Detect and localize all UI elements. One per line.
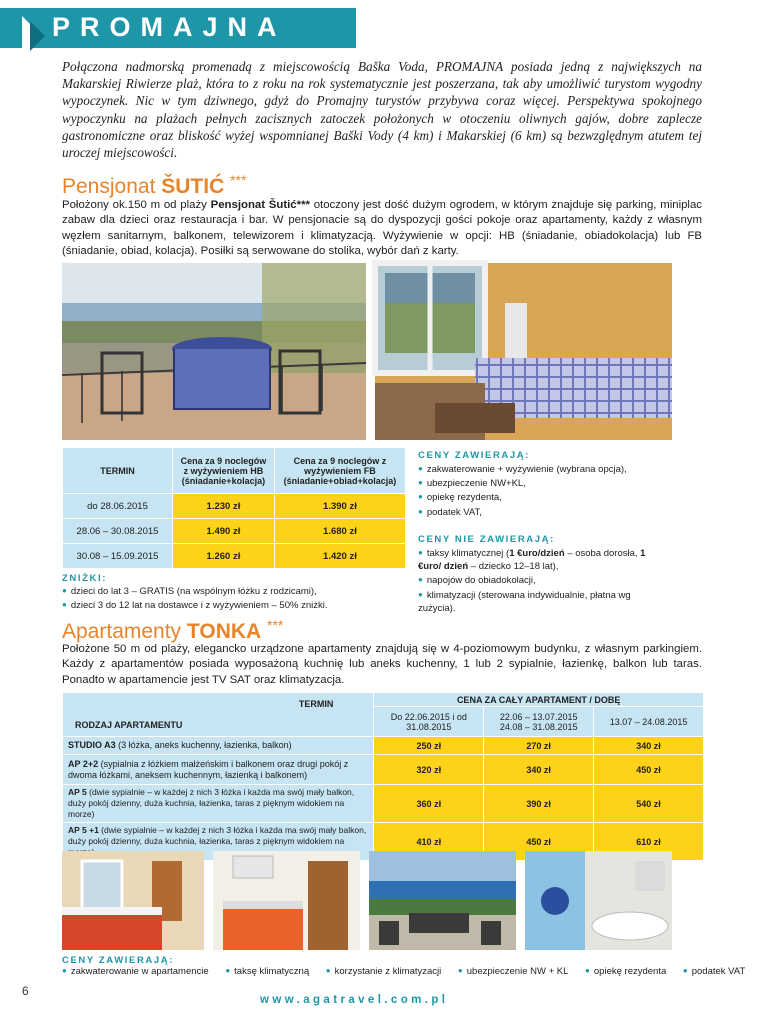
tonka-head-price: CENA ZA CAŁY APARTAMENT / DOBĘ	[374, 693, 704, 707]
sutic-bedroom-photo	[375, 263, 672, 440]
tonka-heading-light: Apartamenty	[62, 620, 187, 643]
page-number: 6	[22, 984, 29, 998]
intro-text: Połączona nadmorską promenadą z miejscowością Baška Voda, PROMAJNA posiada jedną z największych na Makarskiej Riwierze plaż, która to z roku na rok systematycznie jest poszerzana, tak aby umożliwić turystom wygodny wypoczynek. Nic w tym dziwnego, gdyż do Promajny turystów przybywa coraz więcej. Perspektywa spokojnego wypoczynku na plażach pełnych zacisznych zatoczek położonych w otoczeniu oliwnych gajów, dobre zaplecze gastronomiczne oraz bliskość wyżej wspomnianej Baški Vody (4 km) i Makarskiej (6 km) są bezwzględnym atutem tej uroczej miejscowości.	[62, 59, 702, 161]
tonka-stars: ***	[267, 617, 284, 633]
tonka-head-corner	[63, 693, 374, 737]
tonka-bathroom-photo	[525, 851, 672, 950]
list-item: ● korzystanie z klimatyzacji	[326, 966, 441, 977]
tonka-description: Położone 50 m od plaży, elegancko urządzone apartamenty znajdują się w 4-poziomowym budynku, z własnym parkingiem. Każdy z apartamentów posiada wyposażoną kuchnię lub aneks kuchenny, 1 lub 2 sypialnie, łazienkę, balkon lub taras. Ponadto w apartamencie jest TV SAT oraz klimatyzacja.	[62, 643, 702, 686]
tonka-bedroom-photo	[62, 851, 204, 950]
list-item: ● taksę klimatyczną	[225, 966, 309, 977]
sutic-includes-list	[418, 462, 627, 519]
tonka-includes-title: CENY ZAWIERAJĄ:	[62, 955, 174, 966]
sutic-col-hb: Cena za 9 noclegów z wyżywieniem HB (śniadanie+kolacja)	[173, 448, 275, 494]
tonka-includes-list	[62, 966, 746, 977]
list-item: ● zakwaterowanie + wyżywienie (wybrana opcja),	[418, 462, 627, 476]
list-item: ● ubezpieczenie NW + KL	[458, 966, 569, 977]
list-item: ● dzieci do lat 3 – GRATIS (na wspólnym łóżku z rodzicami),	[62, 584, 327, 598]
list-item: ● zakwaterowanie w apartamencie	[62, 966, 209, 977]
discounts-title: ZNIŻKI:	[62, 573, 107, 584]
sutic-balcony-photo	[62, 263, 366, 440]
table-row: 30.08 – 15.09.2015 1.260 zł 1.420 zł	[63, 544, 406, 569]
footer-url[interactable]: www.agatravel.com.pl	[260, 994, 449, 1006]
table-row: 28.06 – 30.08.2015 1.490 zł 1.680 zł	[63, 519, 406, 544]
discounts-list	[62, 584, 327, 612]
list-item: ● taksy klimatycznej (1 €uro/dzień – osoba dorosła, 1 €uro/ dzień – dziecko 12–18 lat),	[418, 546, 668, 573]
page-title: PROMAJNA	[52, 12, 287, 42]
list-item: ● opiekę rezydenta,	[418, 490, 627, 504]
list-item: ● ubezpieczenie NW+KL,	[418, 476, 627, 490]
table-row: do 28.06.2015 1.230 zł 1.390 zł	[63, 494, 406, 519]
sutic-description: Położony ok.150 m od plaży Pensjonat Šutić*** otoczony jest dość dużym ogrodem, w którym znajduje się parking, miniplac zabaw dla dzieci oraz restauracja i bar. W pensjonacie są do dyspozycji gości pokoje oraz apartamenty, każdy z własnym węzłem sanitarnym, balkonem, telewizorem i klimatyzacją. Wyżywienie w opcji: HB (śniadanie, obiadokolacja) lub FB (śniadanie, obiad, kolacja). Posiłki są serwowane do stolika, wybór dań z karty.	[62, 199, 702, 257]
sutic-heading	[62, 172, 246, 199]
sutic-stars: ***	[230, 172, 247, 188]
tonka-kitchen-photo	[213, 851, 360, 950]
tonka-terrace-photo	[369, 851, 516, 950]
sutic-price-table	[62, 447, 406, 569]
header-banner	[0, 8, 356, 48]
table-row: AP 5 +1 (dwie sypialnie – w każdej z nich 3 łóżka i każda ma swój mały balkon, duży pokój dzienny, duża kuchnia, łazienka, taras z pięknym widokiem na 410 zł 450 zł 610 zł	[63, 823, 704, 861]
sutic-excludes-list	[418, 546, 668, 615]
list-item: ● opiekę rezydenta	[585, 966, 666, 977]
tonka-heading	[62, 617, 283, 644]
tonka-period-3: 13.07 – 24.08.2015	[594, 707, 704, 737]
list-item: ● klimatyzacji (sterowana indywidualnie, płatna wg zużycia).	[418, 588, 668, 615]
tonka-period-2: 22.06 – 13.07.2015 24.08 – 31.08.2015	[484, 707, 594, 737]
tonka-head-type: RODZAJ APARTAMENTU	[75, 720, 183, 730]
table-row: AP 5 (dwie sypialnie – w każdej z nich 3 łóżka i każda ma swój mały balkon, duży pokój dzienny, duża kuchnia, łazienka, taras z pięknym widokiem na morze) 360 zł 390 zł 540 zł	[63, 785, 704, 823]
tonka-period-1: Do 22.06.2015 i od 31.08.2015	[374, 707, 484, 737]
sutic-heading-bold: ŠUTIĆ	[161, 175, 225, 198]
table-row: AP 2+2 (sypialnia z łóżkiem małżeńskim i balkonem oraz drugi pokój z dwoma łóżkami, aneksem kuchennym, łazienką i balkonem) 320 zł 340 zł 450 zł	[63, 755, 704, 785]
sutic-heading-light: Pensjonat	[62, 175, 162, 198]
sutic-col-term: TERMIN	[63, 448, 173, 494]
table-row: STUDIO A3 (3 łóżka, aneks kuchenny, łazienka, balkon) 250 zł 270 zł 340 zł	[63, 737, 704, 755]
list-item: ● napojów do obiadokolacji,	[418, 573, 668, 587]
arrow-inner-icon	[30, 21, 45, 51]
sutic-includes-title: CENY ZAWIERAJĄ:	[418, 450, 530, 461]
list-item: ● dzieci 3 do 12 lat na dostawce i z wyżywieniem – 50% zniżki.	[62, 598, 327, 612]
tonka-price-table	[62, 692, 704, 861]
sutic-col-fb: Cena za 9 noclegów z wyżywieniem FB (śniadanie+obiad+kolacja)	[274, 448, 405, 494]
tonka-heading-bold: TONKA	[186, 620, 262, 643]
sutic-excludes-title: CENY NIE ZAWIERAJĄ:	[418, 534, 555, 545]
list-item: ● podatek VAT	[683, 966, 745, 977]
tonka-head-term: TERMIN	[298, 699, 334, 709]
list-item: ● podatek VAT,	[418, 505, 627, 519]
